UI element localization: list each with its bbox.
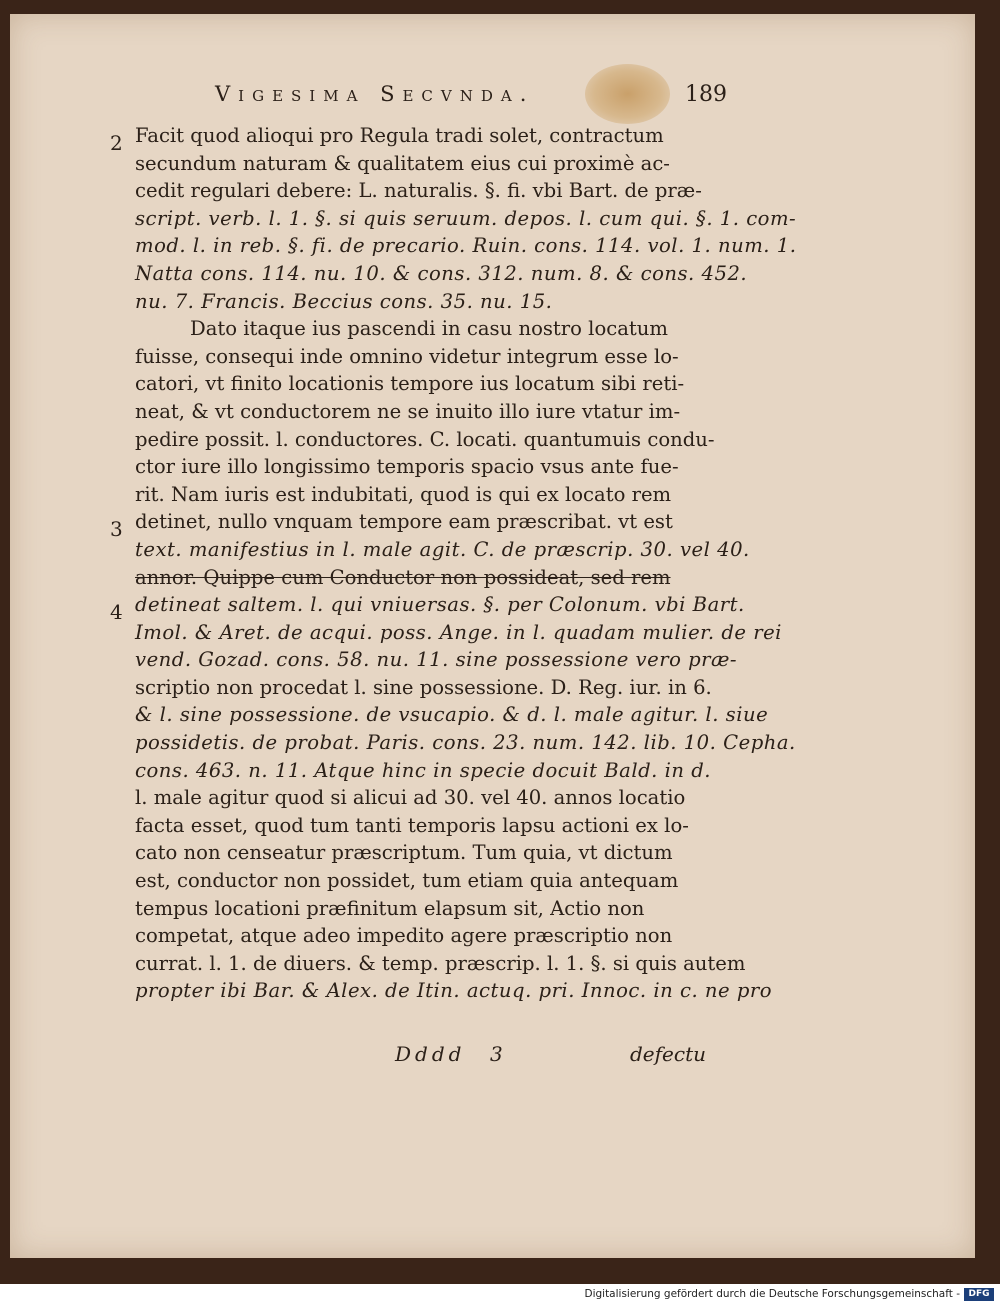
text-line: Imol. & Aret. de acqui. poss. Ange. in l. quadam mulier. de rei bbox=[135, 620, 782, 644]
credit-bar bbox=[0, 1284, 1000, 1305]
text-line: fuisse, consequi inde omnino videtur integrum esse lo- bbox=[135, 344, 679, 368]
text-line: Facit quod alioqui pro Regula tradi solet, contractum bbox=[135, 124, 664, 147]
signature-number: 3 bbox=[490, 1042, 503, 1066]
text-line: currat. l. 1. de diuers. & temp. præscrip. l. 1. §. si quis autem bbox=[135, 951, 746, 975]
margin-number-2: 2 bbox=[110, 131, 123, 155]
text-line: propter ibi Bar. & Alex. de Itin. actuq. pri. Innoc. in c. ne pro bbox=[135, 979, 773, 1003]
text-line: text. manifestius in l. male agit. C. de præscrip. 30. vel 40. bbox=[135, 537, 750, 561]
page-number: 189 bbox=[685, 82, 727, 107]
text-line: mod. l. in reb. §. fi. de precario. Ruin. cons. 114. vol. 1. num. 1. bbox=[135, 234, 797, 258]
text-line: script. verb. l. 1. §. si quis seruum. depos. l. cum qui. §. 1. com- bbox=[135, 206, 797, 230]
text-line: nu. 7. Francis. Beccius cons. 35. nu. 15. bbox=[135, 289, 553, 313]
dfg-logo: DFG bbox=[964, 1288, 994, 1301]
text-line: cedit regulari debere: L. naturalis. §. fi. vbi Bart. de præ- bbox=[135, 179, 702, 203]
credit-text: Digitalisierung gefördert durch die Deutsche Forschungsgemeinschaft - bbox=[584, 1288, 960, 1300]
body-text bbox=[135, 122, 797, 1005]
margin-number-4: 4 bbox=[110, 600, 123, 624]
text-line: cons. 463. n. 11. Atque hinc in specie docuit Bald. in d. bbox=[135, 758, 711, 782]
text-line: cato non censeatur præscriptum. Tum quia, vt dictum bbox=[135, 841, 673, 865]
text-line: detineat saltem. l. qui vniuersas. §. per Colonum. vbi Bart. bbox=[135, 593, 745, 617]
text-line: annor. Quippe cum Conductor non possideat, sed rem bbox=[135, 565, 671, 589]
text-line: secundum naturam & qualitatem eius cui proximè ac- bbox=[135, 151, 670, 175]
text-line: l. male agitur quod si alicui ad 30. vel 40. annos locatio bbox=[135, 786, 686, 810]
margin-number-3: 3 bbox=[110, 517, 123, 541]
signature-mark: Dddd bbox=[395, 1042, 466, 1066]
text-line: competat, atque adeo impedito agere præscriptio non bbox=[135, 924, 673, 948]
text-line: scriptio non procedat l. sine possessione. D. Reg. iur. in 6. bbox=[135, 675, 712, 699]
text-line: Natta cons. 114. nu. 10. & cons. 312. num. 8. & cons. 452. bbox=[135, 261, 748, 285]
text-line: & l. sine possessione. de vsucapio. & d. l. male agitur. l. siue bbox=[135, 703, 769, 727]
text-line: vend. Gozad. cons. 58. nu. 11. sine possessione vero præ- bbox=[135, 648, 738, 672]
text-line: est, conductor non possidet, tum etiam quia antequam bbox=[135, 869, 679, 893]
text-line: facta esset, quod tum tanti temporis lapsu actioni ex lo- bbox=[135, 813, 689, 837]
text-line: Dato itaque ius pascendi in casu nostro locatum bbox=[190, 317, 668, 341]
text-line: tempus locationi præfinitum elapsum sit, Actio non bbox=[135, 896, 645, 920]
page-footer bbox=[135, 1042, 735, 1072]
running-head: Vigesima Secvnda. bbox=[215, 82, 535, 106]
text-line: detinet, nullo vnquam tempore eam præscribat. vt est bbox=[135, 510, 673, 534]
text-line: possidetis. de probat. Paris. cons. 23. num. 142. lib. 10. Cepha. bbox=[135, 731, 796, 755]
text-line: rit. Nam iuris est indubitati, quod is qui ex locato rem bbox=[135, 482, 672, 506]
text-line: catori, vt finito locationis tempore ius locatum sibi reti- bbox=[135, 372, 685, 396]
text-line: neat, & vt conductorem ne se inuito illo iure vtatur im- bbox=[135, 399, 681, 423]
text-line: pedire possit. l. conductores. C. locati. quantumuis condu- bbox=[135, 427, 715, 451]
catchword: defectu bbox=[630, 1042, 706, 1066]
text-line: ctor iure illo longissimo temporis spacio vsus ante fue- bbox=[135, 455, 679, 479]
